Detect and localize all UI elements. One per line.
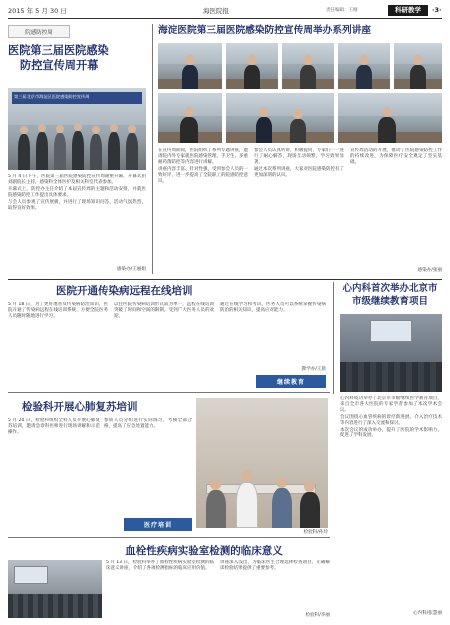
header-rule bbox=[8, 18, 442, 19]
article3-paragraph: 以往医院传染病培训形式较为单一，远程在线培训突破了时间和空间的限制，受到广大医务人员的欢迎。 bbox=[114, 302, 214, 319]
editor-credit: 责任编辑：王刚 bbox=[326, 8, 358, 13]
article5-paragraph: 本次会议的成功举办，提升了医院的学术影响力，促进了学科发展。 bbox=[340, 427, 442, 439]
article2-paragraph: 在宣传周期间，医院组织了系列专题讲座，邀请院内外专家就医院感染管理、手卫生、多重耐药菌防控等内容进行讲解。 bbox=[158, 148, 248, 165]
medical-training-tag: 医疗培训 bbox=[124, 518, 192, 531]
article5-paragraph: 会议围绕心血管疾病的诊疗新进展、介入治疗技术等内容进行了深入交流和探讨。 bbox=[340, 414, 442, 426]
lecture-photo bbox=[338, 43, 390, 89]
lecture-hall-photo bbox=[8, 560, 102, 618]
continuing-education-tag: 继续教育 bbox=[256, 375, 326, 388]
running-header bbox=[8, 5, 442, 18]
lecture-photo bbox=[158, 43, 222, 89]
article3-paragraph: 5 月 18 日，为了更好地普及传染病防治知识，医院开通了传染病远程在线培训系统，方便全院医务人员随时随地进行学习。 bbox=[8, 302, 108, 319]
lecture-photo bbox=[338, 93, 442, 143]
section-divider bbox=[8, 392, 330, 393]
article3-title: 医院开通传染病远程在线培训 bbox=[56, 285, 193, 297]
article3-paragraph: 通过在线学习和考试，医务人员可以系统掌握传染病防治的相关知识，提高应对能力。 bbox=[220, 302, 326, 313]
lecture-photo bbox=[226, 43, 278, 89]
article2-paragraph: 通过本次系列讲座，大家对医院感染防控有了更加深刻的认识。 bbox=[254, 166, 344, 178]
lecture-photo bbox=[394, 43, 442, 89]
article4-paragraph: 参训人员分组进行实际练习，考核全部合格，提高了应急处置能力。 bbox=[104, 418, 192, 429]
article2-paragraph: 参会人员认真听讲，积极提问，专家们一一进行了耐心解答，现场互动频繁，学习效果显著。 bbox=[254, 148, 344, 165]
section-divider bbox=[8, 279, 442, 280]
article5-body bbox=[340, 396, 442, 606]
article1-byline: 感染办/王丽娟 bbox=[116, 267, 146, 272]
article2-body-col2 bbox=[254, 148, 344, 274]
column-divider bbox=[333, 282, 334, 394]
article6-title: 血栓性疾病实验室检测的临床意义 bbox=[125, 545, 283, 557]
column-divider bbox=[152, 24, 153, 274]
issue-date: 2015 年 5 月 30 日 bbox=[8, 7, 67, 15]
article5-title-line1: 心内科首次举办北京市 bbox=[342, 283, 438, 294]
photo-banner-text: 第三届北京市海淀区医院感染防控宣传周 bbox=[14, 94, 90, 99]
article3-body-col1 bbox=[8, 302, 108, 382]
article1-body bbox=[8, 174, 146, 264]
kicker-box bbox=[8, 25, 70, 38]
article2-body-col1 bbox=[158, 148, 248, 274]
article4-paragraph: 5 月 20 日，检验科组织全科人员开展心肺复苏培训，邀请急诊科医师进行现场讲解和示范操作。 bbox=[8, 418, 100, 435]
article4-body-col2 bbox=[104, 418, 192, 508]
page-number: ·3· bbox=[432, 6, 442, 14]
paper-name: 海医院报 bbox=[203, 7, 229, 15]
article1-paragraph: 5 月 4 日下午，医院第三届医院感染防控宣传周隆重开幕，开幕式由刘副院长主持，感染科全体医护及相关科室代表参加。 bbox=[8, 174, 146, 185]
opening-ceremony-photo bbox=[8, 88, 146, 170]
article1-paragraph: 与会人员参观了宣传展板，并进行了现场知识问答，活动气氛热烈，取得良好效果。 bbox=[8, 199, 146, 211]
article5-paragraph: 心内科成功举办了北京市市级继续医学教育项目，来自全市各大医院的专家学者参加了本次学术会议。 bbox=[340, 396, 442, 413]
section-label: 科研教学 bbox=[388, 5, 428, 16]
article6-paragraph: 讲座深入浅出，为临床医生合理选择检查项目、正确解读检验结果提供了重要参考。 bbox=[220, 560, 330, 571]
article5-title bbox=[338, 283, 442, 308]
lecture-photo bbox=[158, 93, 222, 143]
kicker-label: 院感防控周 bbox=[25, 29, 53, 36]
lecture-photo bbox=[226, 93, 334, 143]
conference-photo bbox=[340, 314, 442, 392]
article5-byline: 心内科/张慧丽 bbox=[412, 611, 442, 616]
article6-byline: 检验科/李丽 bbox=[305, 613, 330, 618]
article6-body-col1 bbox=[106, 560, 214, 618]
article3-body-col3 bbox=[220, 302, 326, 362]
section-divider bbox=[8, 537, 330, 538]
article3-body-col2 bbox=[114, 302, 214, 382]
article1-title bbox=[8, 43, 148, 73]
article2-title: 海淀医院第三届医院感染防控宣传周举办系列讲座 bbox=[158, 25, 372, 36]
cpr-training-photo bbox=[196, 398, 328, 528]
article2-byline: 感染办/张丽 bbox=[417, 268, 442, 273]
article1-title-line1: 医院第三届医院感染 bbox=[8, 44, 109, 57]
article6-body-col2 bbox=[220, 560, 330, 610]
article1-title-line2: 防控宣传周开幕 bbox=[20, 59, 99, 72]
lecture-photo bbox=[282, 43, 334, 89]
article6-paragraph: 5 月 13 日，检验科举办了血栓性疾病实验室检测的临床意义讲座，介绍了各项检测指标的临床应用价值。 bbox=[106, 560, 214, 571]
article4-title: 检验科开展心肺复苏培训 bbox=[22, 401, 138, 413]
article5-title-line2: 市级继续教育项目 bbox=[351, 295, 428, 307]
article2-paragraph: 宣传周活动的开展，推动了医院感染防控工作的持续改进，为保障医疗安全奠定了坚实基础。 bbox=[350, 148, 442, 165]
article4-byline: 检验科/孙玲 bbox=[303, 530, 328, 535]
article1-paragraph: 开幕式上，防控办主任介绍了本届宣传周的主题和活动安排，并就医院感染防控工作提出具体要求。 bbox=[8, 186, 146, 198]
article4-body-col1 bbox=[8, 418, 100, 528]
article2-paragraph: 讲座内容丰富、针对性强，受到参会人员的一致好评，进一步提高了全院职工的院感防控意识。 bbox=[158, 166, 248, 184]
article3-byline: 教学办/王晨 bbox=[301, 367, 326, 372]
article2-body-col3 bbox=[350, 148, 442, 264]
